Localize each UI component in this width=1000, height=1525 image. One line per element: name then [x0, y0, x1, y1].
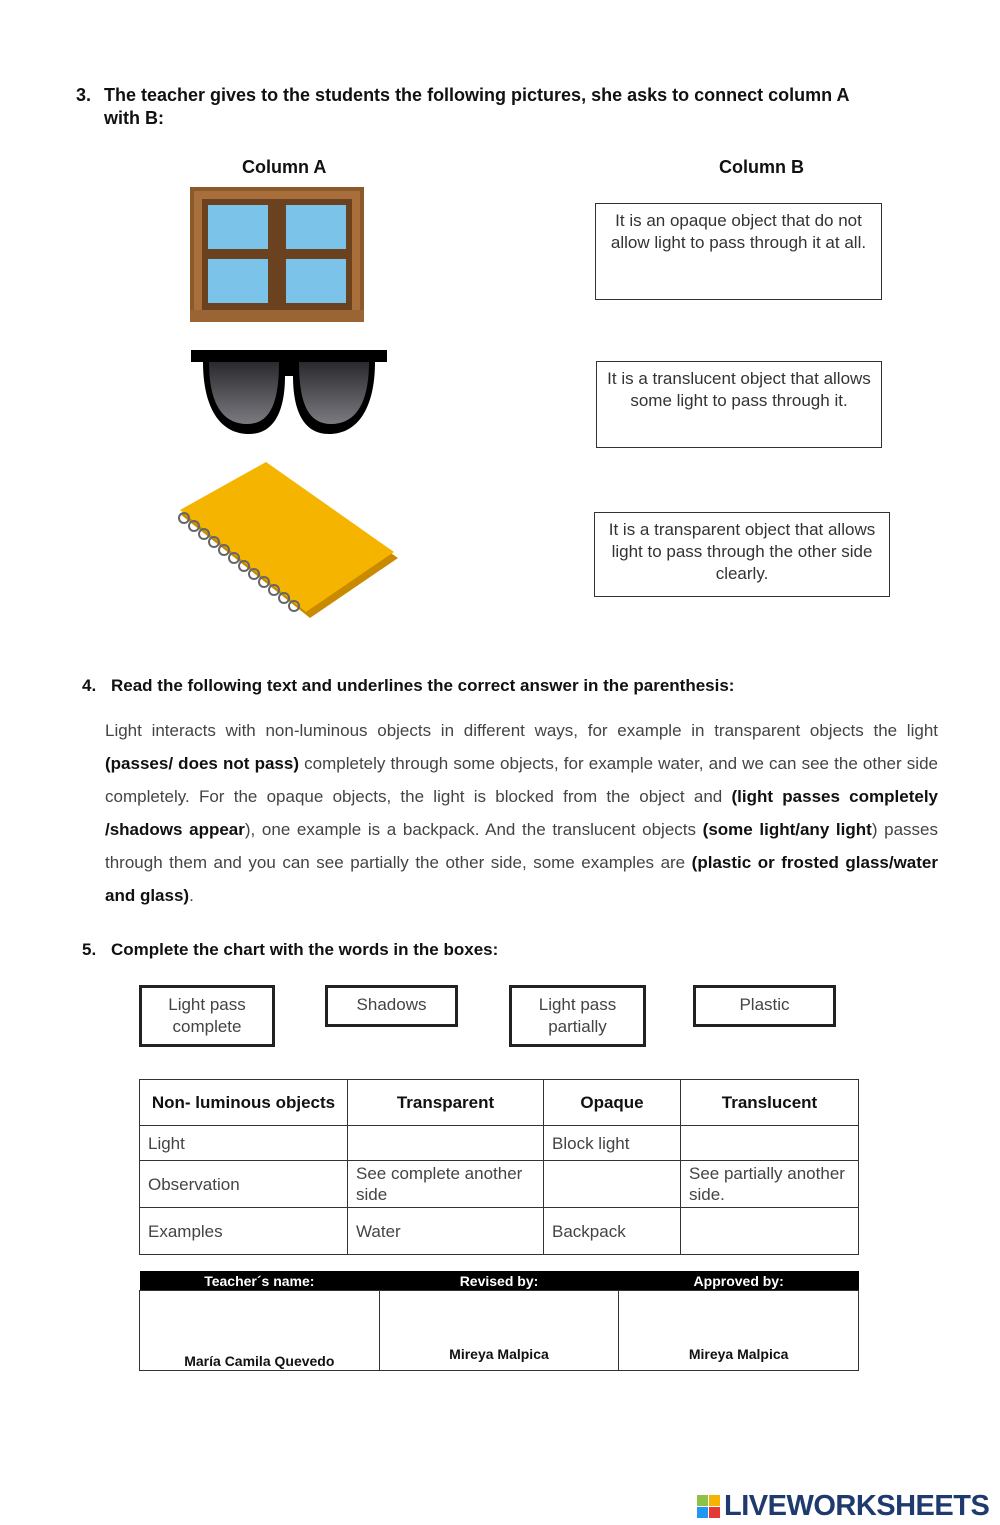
column-b-heading: Column B	[719, 157, 804, 177]
text: ) passes through them and you can see partially the other side, some examples are	[105, 820, 938, 872]
approved-by-header: Approved by:	[619, 1271, 859, 1291]
text: completely through some objects, for example water, and we can see the other side completely. For the opaque objects, the light is blocked from the object and	[105, 754, 938, 806]
text: ), one example is a backpack. And the translucent objects	[244, 820, 703, 839]
table-row	[140, 1161, 859, 1208]
liveworksheets-logo	[697, 1490, 989, 1523]
cell: See partially another side.	[681, 1161, 859, 1208]
revised-by-name: Mireya Malpica	[379, 1291, 619, 1371]
teacher-name: María Camila Quevedo	[140, 1291, 380, 1371]
description-box-1: It is an opaque object that do not allow light to pass through it at all.	[595, 203, 882, 300]
q4-number: 4.	[82, 676, 97, 695]
header-transparent: Transparent	[348, 1080, 544, 1126]
table-row	[140, 1126, 859, 1161]
option-4[interactable]: (plastic or frosted glass/water and glass)	[105, 853, 938, 905]
q4-paragraph	[105, 714, 938, 912]
cell: Examples	[140, 1208, 348, 1255]
cell-blank[interactable]	[681, 1208, 859, 1255]
word-box-plastic[interactable]: Plastic	[693, 985, 836, 1027]
option-3[interactable]: (some light/any light	[702, 820, 872, 839]
text: Light interacts with non-luminous objects in different ways, for example in transparent objects the light	[105, 721, 938, 740]
cell: Light	[140, 1126, 348, 1161]
header-non-luminous: Non- luminous objects	[140, 1080, 348, 1126]
q3-number: 3.	[76, 85, 92, 105]
q3-title-line2: with B:	[104, 108, 164, 128]
cell-blank[interactable]	[681, 1126, 859, 1161]
cell: Water	[348, 1208, 544, 1255]
window-icon	[190, 187, 364, 322]
q4-title: Read the following text and underlines the correct answer in the parenthesis:	[111, 676, 735, 695]
cell: Block light	[544, 1126, 681, 1161]
header-opaque: Opaque	[544, 1080, 681, 1126]
cell: Observation	[140, 1161, 348, 1208]
q3-title-line1: The teacher gives to the students the following pictures, she asks to connect column A	[104, 85, 850, 105]
description-box-3: It is a transparent object that allows light to pass through the other side clearly.	[594, 512, 890, 597]
table-row	[140, 1208, 859, 1255]
column-a-heading: Column A	[242, 157, 327, 177]
description-box-2: It is a translucent object that allows some light to pass through it.	[596, 361, 882, 448]
option-1[interactable]: (passes/ does not pass)	[105, 754, 299, 773]
q5-number: 5.	[82, 940, 97, 959]
sunglasses-icon	[189, 346, 389, 436]
cell-blank[interactable]	[544, 1161, 681, 1208]
notebook-icon	[170, 462, 402, 624]
light-chart-table	[139, 1079, 859, 1255]
word-box-light-pass-complete[interactable]: Light pass complete	[139, 985, 275, 1047]
revised-by-header: Revised by:	[379, 1271, 619, 1291]
cell: Backpack	[544, 1208, 681, 1255]
teacher-name-header: Teacher´s name:	[140, 1271, 380, 1291]
word-box-light-pass-partially[interactable]: Light pass partially	[509, 985, 646, 1047]
text: .	[189, 886, 194, 905]
logo-blocks-icon	[697, 1495, 720, 1518]
q5-title: Complete the chart with the words in the boxes:	[111, 940, 499, 959]
cell: See complete another side	[348, 1161, 544, 1208]
signature-table	[139, 1271, 859, 1371]
word-box-shadows[interactable]: Shadows	[325, 985, 458, 1027]
approved-by-name: Mireya Malpica	[619, 1291, 859, 1371]
option-2[interactable]: (light passes completely /shadows appear	[105, 787, 938, 839]
cell-blank[interactable]	[348, 1126, 544, 1161]
logo-text: LIVEWORKSHEETS	[724, 1490, 990, 1522]
header-translucent: Translucent	[681, 1080, 859, 1126]
